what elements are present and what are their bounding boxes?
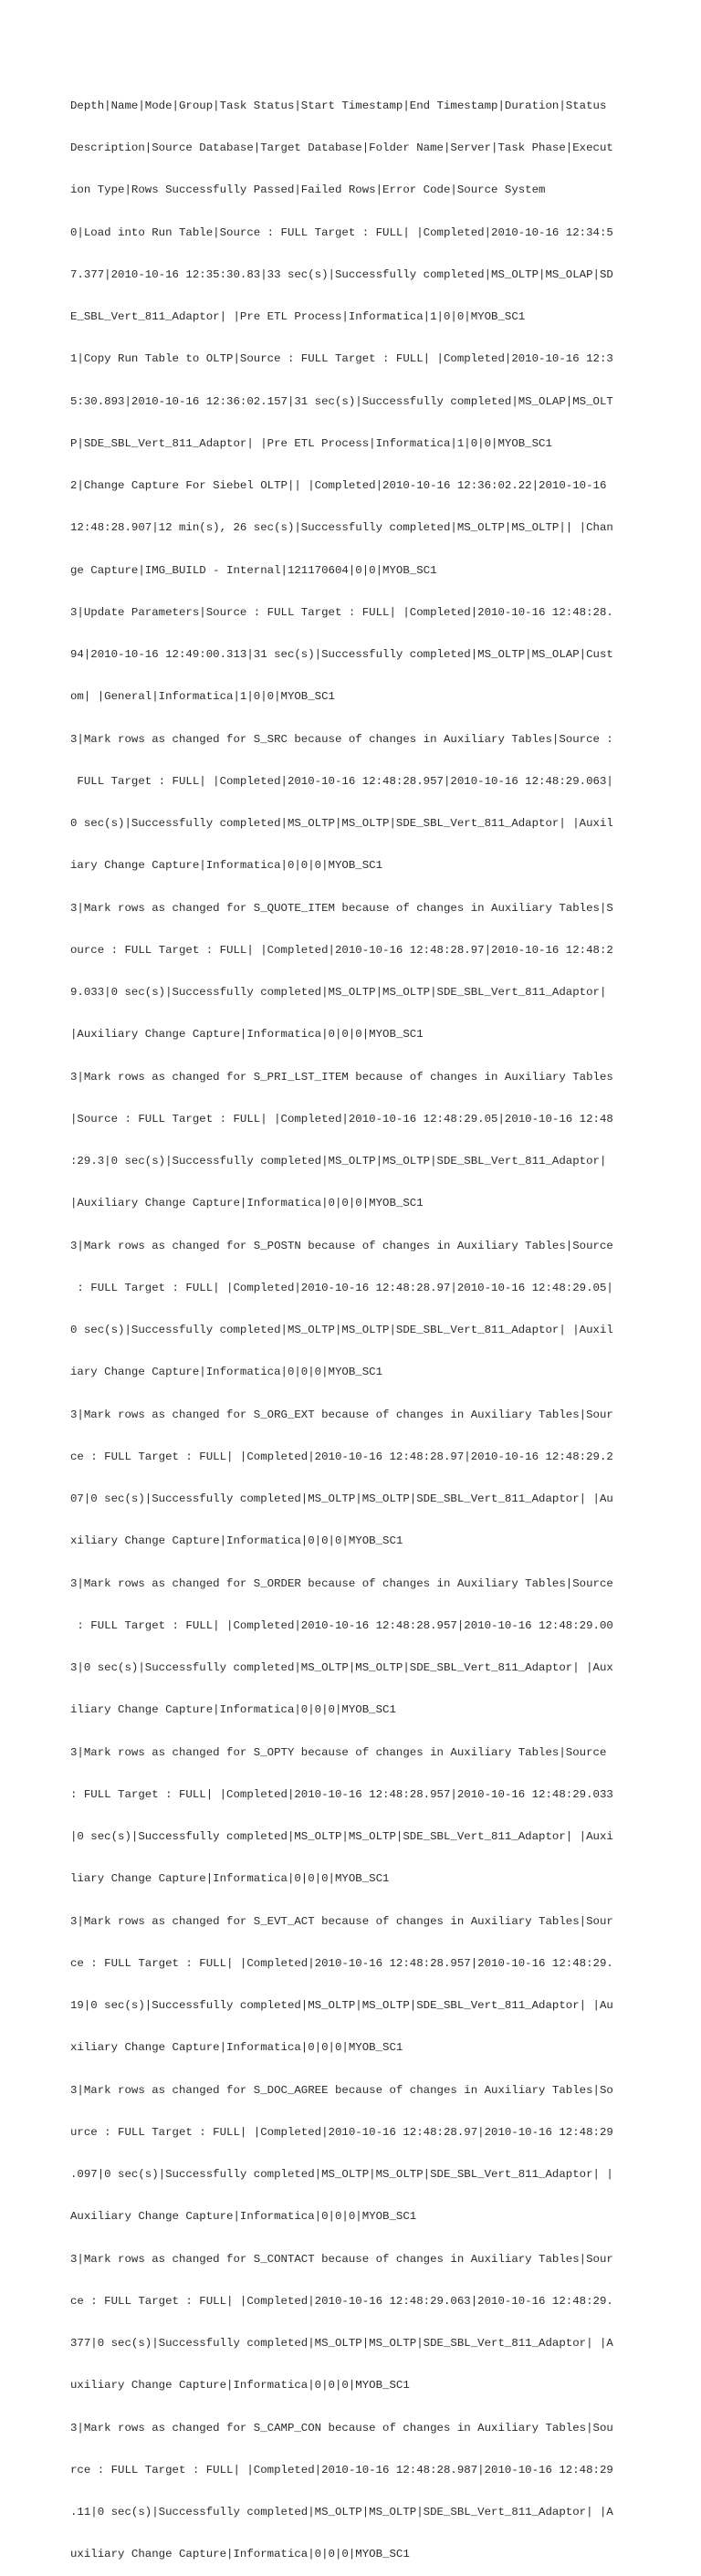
log-line: 3|Mark rows as changed for S_ORDER because of changes in Auxiliary Tables|Source [70, 1576, 613, 1590]
log-line: 1|Copy Run Table to OLTP|Source : FULL Target : FULL| |Completed|2010-10-16 12:3 [70, 352, 613, 366]
log-line: 94|2010-10-16 12:49:00.313|31 sec(s)|Successfully completed|MS_OLTP|MS_OLAP|Cust [70, 648, 613, 662]
log-line: ce : FULL Target : FULL| |Completed|2010-10-16 12:48:28.957|2010-10-16 12:48:29. [70, 1956, 613, 1970]
log-line: 19|0 sec(s)|Successfully completed|MS_OLTP|MS_OLTP|SDE_SBL_Vert_811_Adaptor| |Au [70, 1999, 613, 2013]
log-line: |0 sec(s)|Successfully completed|MS_OLTP|MS_OLTP|SDE_SBL_Vert_811_Adaptor| |Auxi [70, 1830, 613, 1844]
log-line: .097|0 sec(s)|Successfully completed|MS_OLTP|MS_OLTP|SDE_SBL_Vert_811_Adaptor| | [70, 2168, 613, 2182]
log-line: xiliary Change Capture|Informatica|0|0|0|MYOB_SC1 [70, 1534, 403, 1548]
log-line: 12:48:28.907|12 min(s), 26 sec(s)|Successfully completed|MS_OLTP|MS_OLTP|| |Chan [70, 521, 613, 535]
log-line: uxiliary Change Capture|Informatica|0|0|0|MYOB_SC1 [70, 2548, 410, 2561]
log-line: 9.033|0 sec(s)|Successfully completed|MS_OLTP|MS_OLTP|SDE_SBL_Vert_811_Adaptor| [70, 986, 607, 1000]
log-line: P|SDE_SBL_Vert_811_Adaptor| |Pre ETL Process|Informatica|1|0|0|MYOB_SC1 [70, 436, 552, 450]
log-line: |Source : FULL Target : FULL| |Completed|2010-10-16 12:48:29.05|2010-10-16 12:48 [70, 1112, 613, 1126]
log-line: |Auxiliary Change Capture|Informatica|0|0|0|MYOB_SC1 [70, 1197, 424, 1210]
log-line: 3|Mark rows as changed for S_OPTY because of changes in Auxiliary Tables|Source [70, 1745, 607, 1759]
log-line: |Auxiliary Change Capture|Informatica|0|0|0|MYOB_SC1 [70, 1028, 424, 1042]
log-line: iary Change Capture|Informatica|0|0|0|MYOB_SC1 [70, 859, 383, 873]
log-line: ource : FULL Target : FULL| |Completed|2010-10-16 12:48:28.97|2010-10-16 12:48:2 [70, 943, 613, 957]
log-line: 3|Update Parameters|Source : FULL Target : FULL| |Completed|2010-10-16 12:48:28. [70, 605, 613, 619]
log-line: ge Capture|IMG_BUILD - Internal|121170604|0|0|MYOB_SC1 [70, 563, 437, 577]
log-line: uxiliary Change Capture|Informatica|0|0|0|MYOB_SC1 [70, 2379, 410, 2393]
log-line: 3|Mark rows as changed for S_PRI_LST_ITEM because of changes in Auxiliary Tables [70, 1070, 613, 1084]
log-line: 377|0 sec(s)|Successfully completed|MS_OLTP|MS_OLTP|SDE_SBL_Vert_811_Adaptor| |A [70, 2337, 613, 2351]
log-line: 3|Mark rows as changed for S_QUOTE_ITEM because of changes in Auxiliary Tables|S [70, 901, 613, 915]
log-line: : FULL Target : FULL| |Completed|2010-10-16 12:48:28.957|2010-10-16 12:48:29.00 [70, 1618, 613, 1632]
log-line: ce : FULL Target : FULL| |Completed|2010-10-16 12:48:28.97|2010-10-16 12:48:29.2 [70, 1450, 613, 1463]
log-line: 07|0 sec(s)|Successfully completed|MS_OLTP|MS_OLTP|SDE_SBL_Vert_811_Adaptor| |Au [70, 1492, 613, 1506]
log-line: Auxiliary Change Capture|Informatica|0|0|0|MYOB_SC1 [70, 2210, 417, 2224]
log-line: 3|Mark rows as changed for S_CAMP_CON because of changes in Auxiliary Tables|Sou [70, 2421, 613, 2435]
log-line: 7.377|2010-10-16 12:35:30.83|33 sec(s)|Successfully completed|MS_OLTP|MS_OLAP|SD [70, 267, 613, 281]
header-line: Depth|Name|Mode|Group|Task Status|Start Timestamp|End Timestamp|Duration|Status [70, 99, 607, 112]
log-line: 0 sec(s)|Successfully completed|MS_OLTP|MS_OLTP|SDE_SBL_Vert_811_Adaptor| |Auxil [70, 817, 613, 831]
log-line: ce : FULL Target : FULL| |Completed|2010-10-16 12:48:29.063|2010-10-16 12:48:29. [70, 2294, 613, 2308]
log-line: .11|0 sec(s)|Successfully completed|MS_OLTP|MS_OLTP|SDE_SBL_Vert_811_Adaptor| |A [70, 2506, 613, 2519]
log-line: :29.3|0 sec(s)|Successfully completed|MS_OLTP|MS_OLTP|SDE_SBL_Vert_811_Adaptor| [70, 1155, 607, 1168]
log-line: 3|Mark rows as changed for S_CONTACT because of changes in Auxiliary Tables|Sour [70, 2252, 613, 2266]
log-line: : FULL Target : FULL| |Completed|2010-10-16 12:48:28.957|2010-10-16 12:48:29.033 [70, 1787, 613, 1801]
log-line: 3|Mark rows as changed for S_DOC_AGREE because of changes in Auxiliary Tables|So [70, 2083, 613, 2097]
log-line: 3|Mark rows as changed for S_EVT_ACT because of changes in Auxiliary Tables|Sour [70, 1914, 613, 1928]
log-line: 3|Mark rows as changed for S_POSTN because of changes in Auxiliary Tables|Source [70, 1239, 613, 1252]
log-line: iary Change Capture|Informatica|0|0|0|MYOB_SC1 [70, 1366, 383, 1379]
log-line: iliary Change Capture|Informatica|0|0|0|MYOB_SC1 [70, 1703, 396, 1717]
header-line: Description|Source Database|Target Database|Folder Name|Server|Task Phase|Execut [70, 141, 613, 155]
log-line: 3|0 sec(s)|Successfully completed|MS_OLTP|MS_OLTP|SDE_SBL_Vert_811_Adaptor| |Aux [70, 1661, 613, 1675]
log-line: : FULL Target : FULL| |Completed|2010-10-16 12:48:28.97|2010-10-16 12:48:29.05| [70, 1281, 613, 1294]
log-line: 3|Mark rows as changed for S_ORG_EXT because of changes in Auxiliary Tables|Sour [70, 1408, 613, 1421]
log-line: om| |General|Informatica|1|0|0|MYOB_SC1 [70, 690, 335, 704]
log-line: 0 sec(s)|Successfully completed|MS_OLTP|MS_OLTP|SDE_SBL_Vert_811_Adaptor| |Auxil [70, 1324, 613, 1337]
log-line: 2|Change Capture For Siebel OLTP|| |Completed|2010-10-16 12:36:02.22|2010-10-16 [70, 479, 607, 493]
log-line: rce : FULL Target : FULL| |Completed|2010-10-16 12:48:28.987|2010-10-16 12:48:29 [70, 2463, 613, 2477]
log-document [70, 71, 636, 2576]
log-line: urce : FULL Target : FULL| |Completed|2010-10-16 12:48:28.97|2010-10-16 12:48:29 [70, 2125, 613, 2139]
log-line: 3|Mark rows as changed for S_SRC because of changes in Auxiliary Tables|Source : [70, 732, 613, 746]
log-line: xiliary Change Capture|Informatica|0|0|0|MYOB_SC1 [70, 2041, 403, 2055]
log-line: FULL Target : FULL| |Completed|2010-10-16 12:48:28.957|2010-10-16 12:48:29.063| [70, 774, 613, 788]
log-line: 5:30.893|2010-10-16 12:36:02.157|31 sec(s)|Successfully completed|MS_OLAP|MS_OLT [70, 394, 613, 408]
log-line: E_SBL_Vert_811_Adaptor| |Pre ETL Process|Informatica|1|0|0|MYOB_SC1 [70, 310, 526, 324]
header-line: ion Type|Rows Successfully Passed|Failed Rows|Error Code|Source System [70, 183, 546, 197]
log-line: liary Change Capture|Informatica|0|0|0|MYOB_SC1 [70, 1872, 390, 1886]
log-line: 0|Load into Run Table|Source : FULL Target : FULL| |Completed|2010-10-16 12:34:5 [70, 225, 613, 239]
